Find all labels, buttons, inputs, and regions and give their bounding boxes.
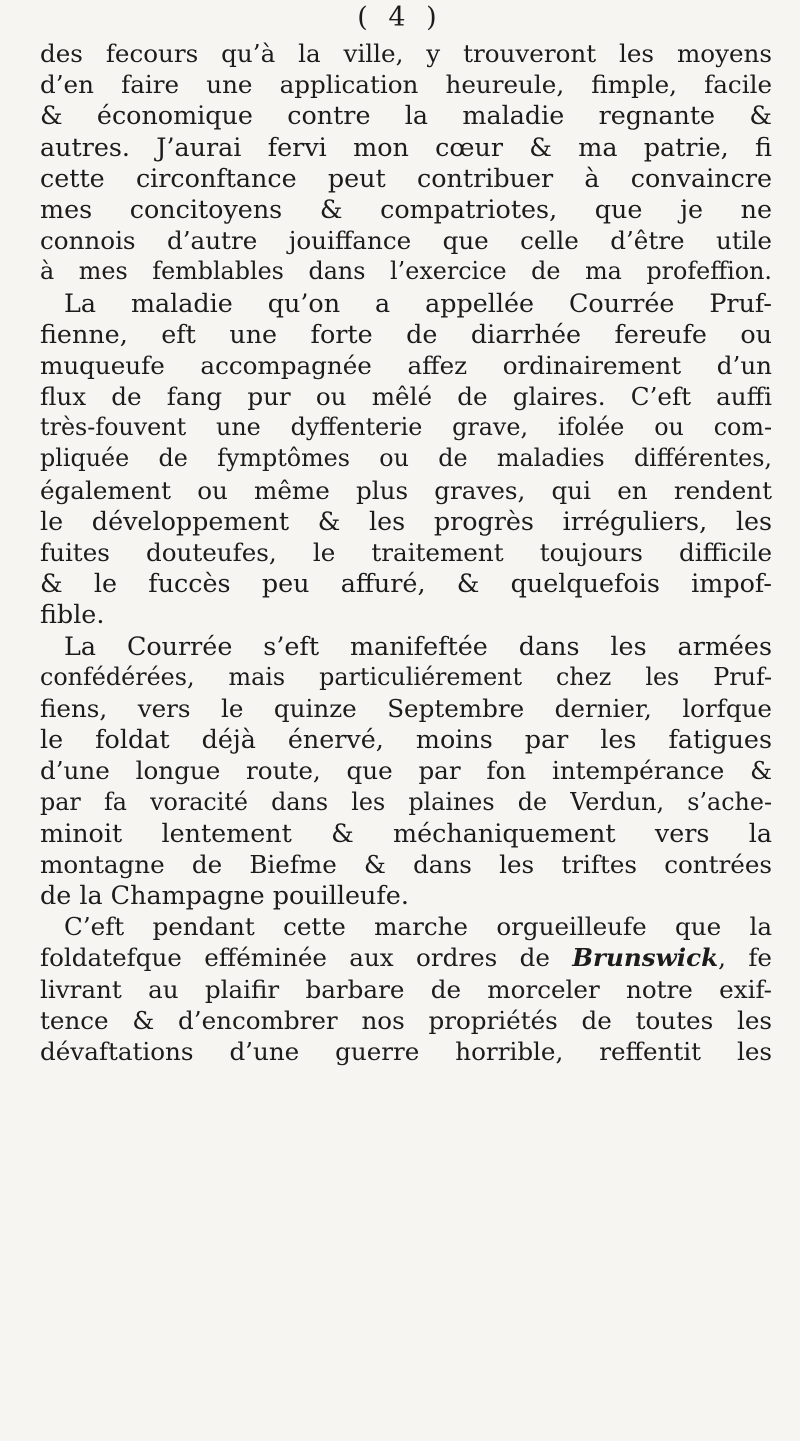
text-line: fible.	[40, 599, 105, 630]
text-line: également ou même plus graves, qui en rendent	[40, 475, 772, 505]
text-line: de la Champagne pouilleufe.	[40, 880, 409, 911]
text-line: à mes femblables dans l’exercice de ma profeffion.	[40, 257, 772, 286]
text-line: montagne de Biefme & dans les triftes contrées	[40, 849, 772, 879]
text-line-with-name	[40, 942, 772, 973]
body-text	[40, 38, 772, 1067]
text-line: La Courrée s’eft manifeftée dans les armées	[64, 630, 772, 661]
italic-proper-name: Brunswick	[572, 943, 719, 973]
text-line: mes concitoyens & compatriotes, que je ne	[40, 193, 772, 224]
text-line: cette circonftance peut contribuer à convaincre	[40, 162, 772, 193]
text-line: très-fouvent une dyffenterie grave, ifolée ou com-	[40, 413, 772, 442]
text-line: flux de fang pur ou mêlé de glaires. C’eft auffi	[40, 382, 772, 412]
paragraph-2	[40, 288, 772, 631]
text-line: tence & d’encombrer nos propriétés de toutes les	[40, 1005, 772, 1035]
text-line: dévaftations d’une guerre horrible, reffentit les	[40, 1037, 772, 1066]
text-line: & le fuccès peu affuré, & quelquefois impof-	[40, 568, 772, 599]
text-line: connois d’autre jouiffance que celle d’être utile	[40, 226, 772, 256]
paragraph-1	[40, 38, 772, 288]
text-line: & économique contre la maladie regnante &	[40, 100, 772, 131]
paragraph-3	[40, 631, 772, 912]
text-line: fienne, eft une forte de diarrhée fereufe ou	[40, 318, 772, 349]
text-line: pliquée de fymptômes ou de maladies différentes,	[40, 444, 772, 473]
text-line: C’eft pendant cette marche orgueilleufe que la	[64, 912, 772, 942]
text-line: le développement & les progrès irréguliers, les	[40, 505, 772, 536]
text-line: d’en faire une application heureule, fimple, facile	[40, 70, 772, 100]
text-line: muqueufe accompagnée affez ordinairement d’un	[40, 350, 772, 380]
paragraph-4	[40, 911, 772, 1067]
text-fragment: , fe	[718, 943, 772, 973]
text-line: le foldat déjà énervé, moins par les fatigues	[40, 724, 772, 755]
text-line: minoit lentement & méchaniquement vers la	[40, 817, 772, 848]
text-line: La maladie qu’on a appellée Courrée Pruf-	[64, 287, 772, 318]
text-line: livrant au plaifir barbare de morceler notre exif-	[40, 974, 772, 1004]
text-line: autres. J’aurai fervi mon cœur & ma patrie, fi	[40, 131, 772, 162]
text-line: des fecours qu’à la ville, y trouveront les moyens	[40, 39, 772, 68]
text-line: confédérées, mais particuliérement chez les Pruf-	[40, 662, 772, 691]
text-fragment: foldatefque efféminée aux ordres de	[40, 943, 550, 973]
text-line: fuites douteufes, le traitement toujours difficile	[40, 538, 772, 567]
text-line: d’une longue route, que par fon intempérance &	[40, 756, 772, 786]
text-line: par fa voracité dans les plaines de Verdun, s’ache-	[40, 787, 772, 816]
text-line: fiens, vers le quinze Septembre dernier, lorfque	[40, 693, 772, 723]
page-number: ( 4 )	[357, 2, 443, 33]
